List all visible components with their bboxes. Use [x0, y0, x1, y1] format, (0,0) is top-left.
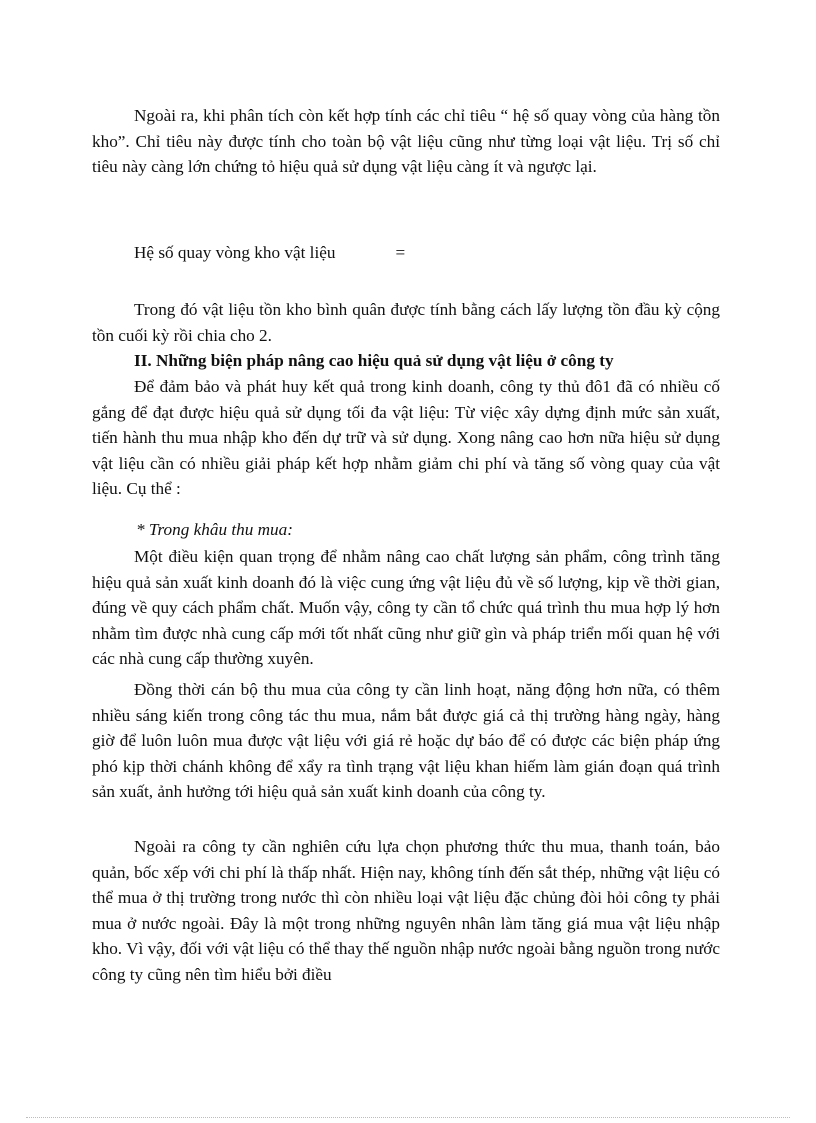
- paragraph-2: Một điều kiện quan trọng để nhằm nâng cao chất lượng sản phẩm, công trình tăng hiệu quả sản xuất kinh doanh đó là việc cung ứng vật liệu đủ về số lượng, kịp về thời gian, đúng về quy cách phẩm chất. Muốn vậy, công ty cần tổ chức quá trình thu mua hợp lý hơn nhằm tìm được nhà cung cấp mới tốt nhất cũng như giữ gìn và pháp triển mối quan hệ với các nhà cung cấp thường xuyên.: [92, 547, 720, 668]
- subheading-purchasing: * Trong khâu thu mua:: [136, 520, 293, 539]
- page-bottom-divider: [26, 1117, 790, 1118]
- section-heading: II. Những biện pháp nâng cao hiệu quả sử dụng vật liệu ở công ty: [134, 351, 614, 370]
- formula-line: [92, 240, 720, 266]
- explain-paragraph: Trong đó vật liệu tồn kho bình quân được tính bằng cách lấy lượng tồn đầu kỳ cộng tồn cuối kỳ rồi chia cho 2.: [92, 300, 720, 345]
- formula-equals: =: [395, 243, 406, 262]
- paragraph-3: Đồng thời cán bộ thu mua của công ty cần linh hoạt, năng động hơn nữa, có thêm nhiều sáng kiến trong công tác thu mua, nắm bắt được giá cả thị trường hàng ngày, hàng giờ để luôn luôn mua được vật liệu với giá rẻ hoặc dự báo để có được các biện pháp ứng phó kịp thời chánh không để xẩy ra tình trạng vật liệu khan hiếm làm gián đoạn quá trình sản xuất, ảnh hưởng tới hiệu quả sản xuất kinh doanh của công ty.: [92, 680, 720, 801]
- paragraph-4: Ngoài ra công ty cần nghiên cứu lựa chọn phương thức thu mua, thanh toán, bảo quản, bốc xếp với chi phí là thấp nhất. Hiện nay, không tính đến sắt thép, những vật liệu có thể mua ở thị trường trong nước thì còn nhiều loại vật liệu đặc chủng đòi hỏi công ty phải mua ở nước ngoài. Đây là một trong những nguyên nhân làm tăng giá mua vật liệu nhập kho. Vì vậy, đối với vật liệu có thể thay thế nguồn nhập nước ngoài bằng nguồn trong nước công ty cũng nên tìm hiểu bởi điều: [92, 837, 720, 984]
- paragraph-1: Để đảm bảo và phát huy kết quả trong kinh doanh, công ty thủ đô1 đã có nhiều cố gắng để đạt được hiệu quả sử dụng tối đa vật liệu: Từ việc xây dựng định mức sản xuất, tiến hành thu mua nhập kho đến dự trữ và sử dụng. Xong nâng cao hơn nữa hiệu sử dụng vật liệu cần có nhiều giải pháp kết hợp nhằm giảm chi phí và tăng số vòng quay của vật liệu. Cụ thể :: [92, 377, 720, 498]
- intro-paragraph: Ngoài ra, khi phân tích còn kết hợp tính các chỉ tiêu “ hệ số quay vòng của hàng tồn kho”. Chỉ tiêu này được tính cho toàn bộ vật liệu cũng như từng loại vật liệu. Trị số chỉ tiêu này càng lớn chứng tỏ hiệu quả sử dụng vật liệu càng ít và ngược lại.: [92, 106, 720, 176]
- formula-label: Hệ số quay vòng kho vật liệu: [134, 243, 336, 262]
